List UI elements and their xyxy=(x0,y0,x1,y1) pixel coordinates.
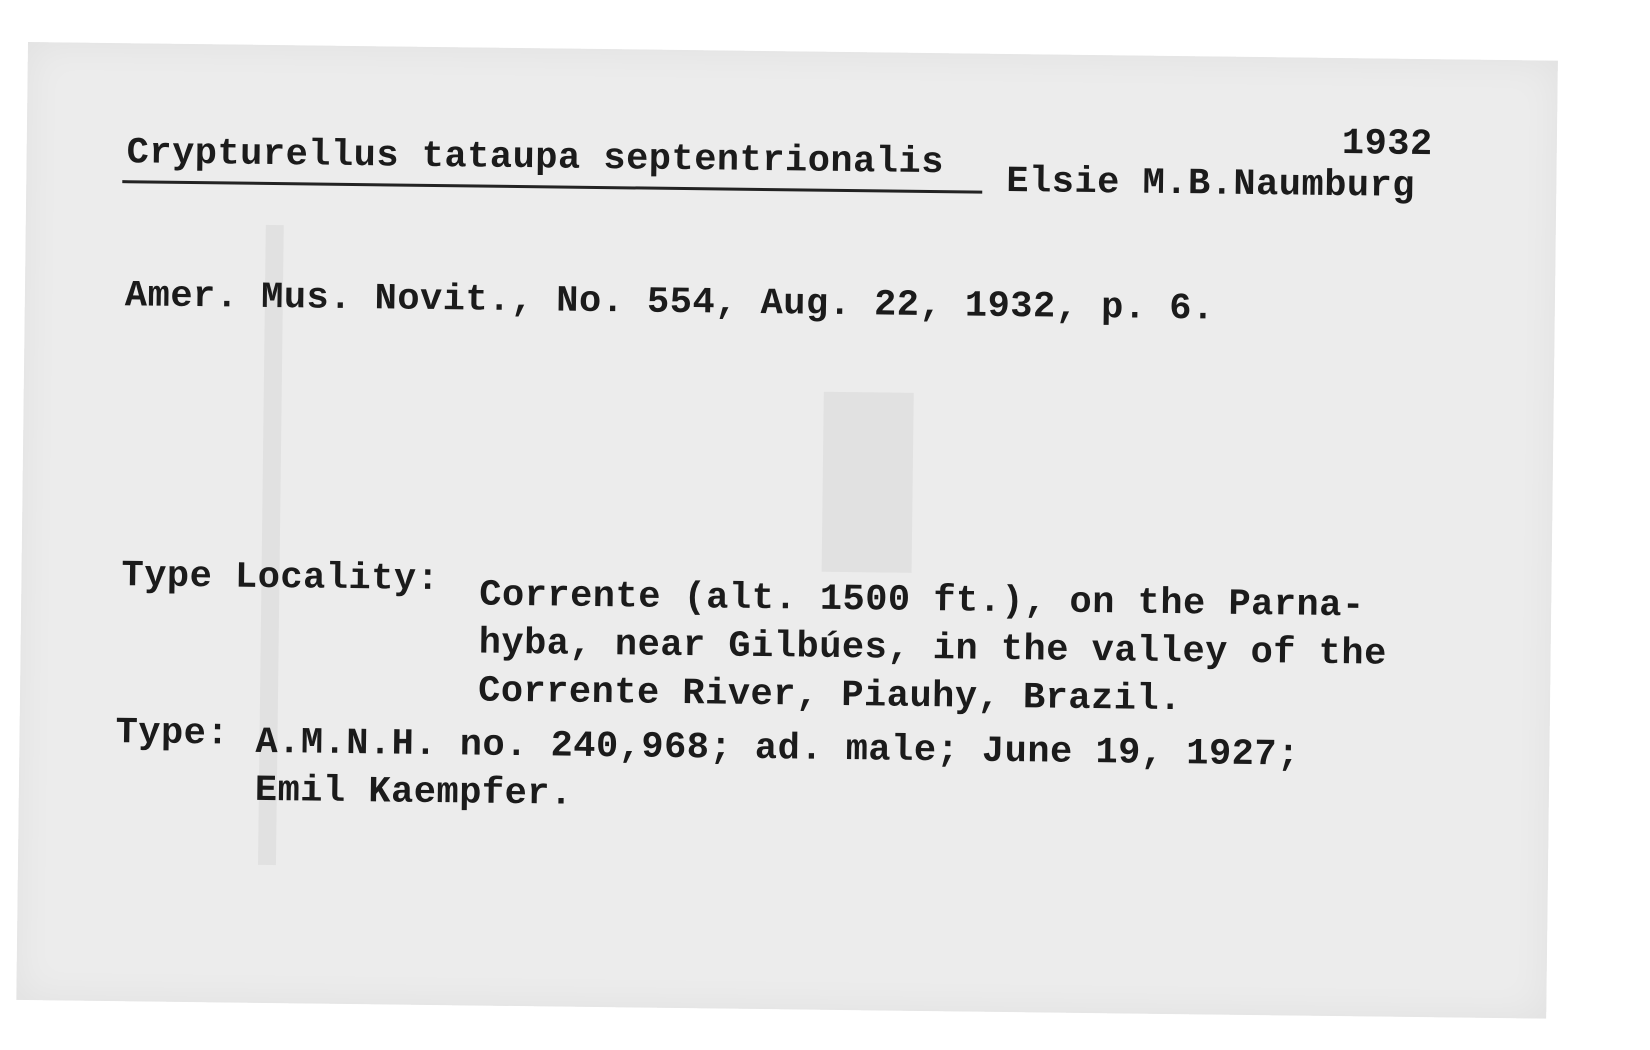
type-locality-line-3: Corrente River, Piauhy, Brazil. xyxy=(477,670,1183,722)
citation: Amer. Mus. Novit., No. 554, Aug. 22, 1932, p. 6. xyxy=(124,275,1215,331)
species-name: Crypturellus tataupa septentrionalis xyxy=(126,132,945,185)
author: Elsie M.B.Naumburg xyxy=(1006,160,1416,208)
type-line-1: A.M.N.H. no. 240,968; ad. male; June 19, 1927; xyxy=(255,721,1301,777)
type-locality-line-1: Corrente (alt. 1500 ft.), on the Parna- xyxy=(479,574,1365,628)
year: 1932 xyxy=(1341,123,1433,167)
type-locality-line-2: hyba, near Gilbúes, in the valley of the xyxy=(478,622,1388,676)
type-line-2: Emil Kaempfer. xyxy=(254,769,573,816)
scan-smudge xyxy=(822,392,914,573)
index-card xyxy=(16,42,1558,1019)
type-label: Type: xyxy=(115,712,230,756)
type-locality-label: Type Locality: xyxy=(121,555,440,602)
